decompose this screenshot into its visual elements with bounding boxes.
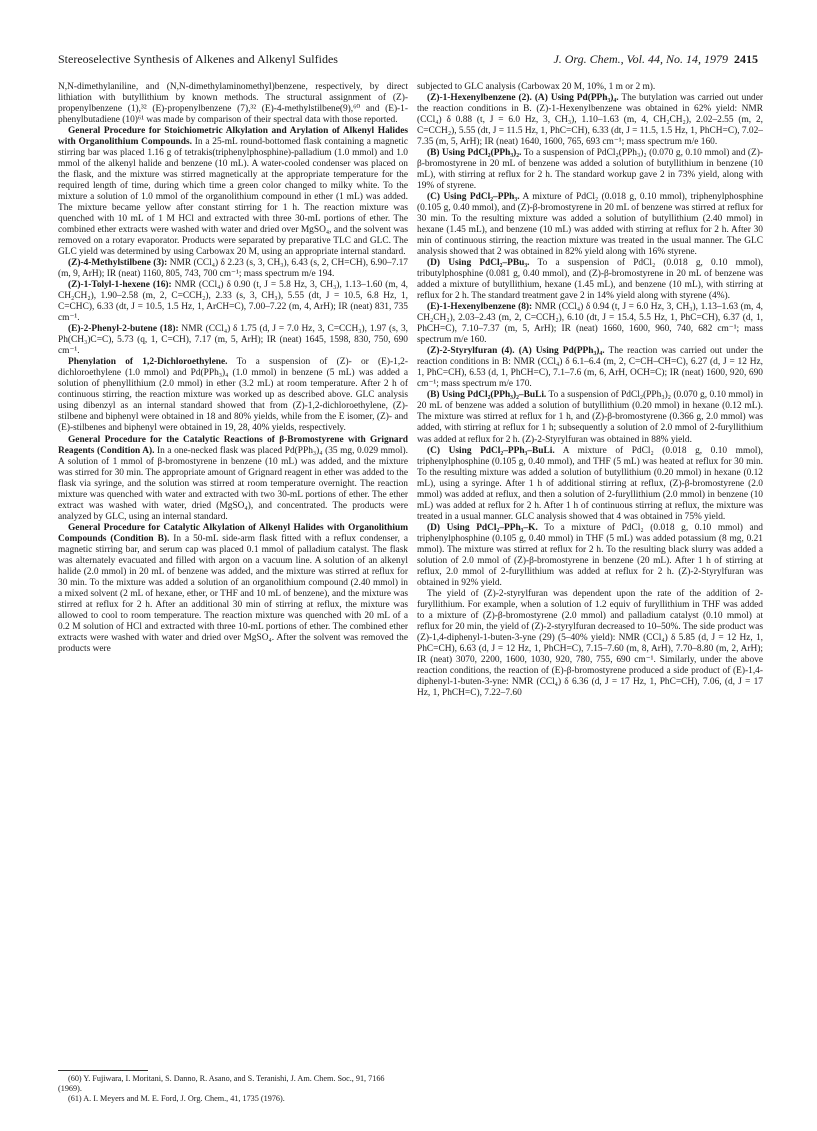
paragraph-heading: General Procedure for Stoichiometric Alkylation and Arylation of Alkenyl Halides with Organolithium Compounds. (58, 126, 408, 148)
paragraph-text: To a suspension of PdCl₂ (0.018 g, 0.10 mmol), tributylphosphine (0.081 g, 0.40 mmol), and (Z)-β-bromostyrene in 20 mL of benzene was added a mixture of butyllithium, hexane (1.45 mL), and benzene (10 mL), with stirring at reflux for 2 h. The standard treatment gave 2 in 14% yield along with styrene (4%). (417, 258, 763, 302)
paragraph (417, 302, 763, 346)
paragraph-heading: (B) Using PdCl₂(PPh₃)₂. (427, 148, 522, 159)
paragraph-heading: General Procedure for Catalytic Alkylation of Alkenyl Halides with Organolithium Compounds (Condition B). (58, 522, 408, 544)
paragraph (58, 357, 408, 434)
paragraph-heading: General Procedure for the Catalytic Reactions of β-Bromostyrene with Grignard Reagents (Condition A). (58, 434, 408, 456)
page-number: 2415 (734, 52, 758, 66)
paragraph-heading: Phenylation of 1,2-Dichloroethylene. (68, 357, 228, 368)
paragraph (58, 82, 408, 126)
paragraph-text: In a one-necked flask was placed Pd(PPh₃)₄ (35 mg, 0.029 mmol). A solution of 1 mmol of β-bromostyrene in benzene (10 mL) was added, and the mixture was stirred for 30 min. The appropriate amount of Grignard reagent in ether was added to the flask via syringe, and the solution was stirred at room temperature overnight. The reaction mixture was quenched with water and extracted with two 30-mL portions of ether. The ether extract was washed with water, dried (MgSO₄), and concentrated. The products were analyzed by GLC, using an internal standard. (58, 445, 408, 522)
paragraph-text: NMR (CCl₄) δ 1.75 (d, J = 7.0 Hz, 3, C=CCH₃), 1.97 (s, 3, Ph(CH₃)C=C), 5.73 (q, 1, C=CH), 7.17 (m, 5, ArH); IR (neat) 1645, 1598, 830, 750, 690 cm⁻¹. (58, 324, 408, 357)
paragraph-text: The reaction was carried out under the reaction conditions in B: NMR (CCl₄) δ 6.1–6.4 (m, 2, C=CH–CH=C), 6.27 (d, J = 12 Hz, 1, PhC=CH), 6.53 (d, 1, PhCH=C), 7.1–7.6 (m, 6, ArH, OCH=C); IR (neat) 1600, 920, 690 cm⁻¹; mass spectrum m/e 170. (417, 346, 763, 390)
paragraph-text: The yield of (Z)-2-styrylfuran was dependent upon the rate of the addition of 2-furyllithium. For example, when a solution of 1.2 equiv of furyllithium in THF was added to a mixture of (Z)-β-bromostyrene (2.0 mmol) and palladium catalyst (0.10 mmol) at reflux for 20 min, the yield of (Z)-2-styrylfuran decreased to 10–50%. The side product was (Z)-1,4-diphenyl-1-buten-3-yne (29) (5–40% yield): NMR (CCl₄) δ 5.85 (d, J = 12 Hz, 1, PhC=CH), 6.63 (d, J = 12 Hz, 1, PhCH=C), 7.15–7.60 (m, 8, ArH), 7.70–8.80 (m, 2, ArH); IR (neat) 3070, 2200, 1600, 1030, 920, 780, 755, 690 cm⁻¹. Similarly, under the above reaction conditions, the reaction of (E)-β-bromostyrene produced a side product of (E)-1,4-diphenyl-1-buten-3-yne: NMR (CCl₄) δ 6.36 (d, J = 17 Hz, 1, PhC=CH), 7.06, (d, J = 17 Hz, 1, PhCH=C), 7.22–7.60 (417, 588, 763, 698)
journal-citation (553, 52, 758, 67)
paragraph-text: In a 50-mL side-arm flask fitted with a reflux condenser, a magnetic stirring bar, and serum cap was placed 0.1 mmol of palladium catalyst. The flask was alternately evacuated and filled with argon on a vacuum line. A solution of an alkenyl halide (2.0 mmol) in 20 mL of benzene was added, and the mixture was stirred at reflux for 30 min. To the mixture was added a solution of an organolithium compound (2.40 mmol) in a mixed solvent (2 mL of hexane, ether, or THF and 10 mL of benzene), and the mixture was stirred at reflux for 2 h. After an additional 30 min of stirring at reflux, the mixture was allowed to cool to room temperature. The reaction mixture was quenched with 20 mL of a 0.2 M solution of HCl and extracted with three 10-mL portions of ether. The combined ether extracts were washed with water and dried over MgSO₄. After the solvent was removed the products were (58, 533, 408, 654)
paragraph (58, 126, 408, 258)
paragraph-heading: (D) Using PdCl₂–PPh₃–K. (427, 522, 538, 533)
paragraph (417, 523, 763, 589)
paragraph-heading: (Z)-1-Tolyl-1-hexene (16): (68, 280, 172, 291)
paragraph (417, 148, 763, 192)
paragraph-text: subjected to GLC analysis (Carbowax 20 M, 10%, 1 m or 2 m). (417, 82, 656, 92)
paragraph-text: In a 25-mL round-bottomed flask containing a magnetic stirring bar was placed 1.16 g of tetrakis(triphenylphosphine)-palladium (1.0 mmol) and 1.0 mmol of the alkenyl halide and benzene (10 mL). A water-cooled condenser was placed on the flask, and the mixture was stirred magnetically at the appropriate temperature for the required length of time, during which time a green color changed to milky white. To the mixture a solution of 1.0 mmol of the organolithium compound in ether (1 mL) was added. The mixture became yellow after constant stirring for 1 h. The reaction mixture was quenched with 10 mL of 1 M HCl and extracted with three 30-mL portions of ether. The combined ether extracts were washed with water and dried over MgSO₄, and the solvent was removed on a rotary evaporator. Products were separated by preparative TLC and GLC. The GLC yield was determined by using Carbowax 20 M, using an appropriate internal standard. (58, 137, 408, 258)
running-header (58, 52, 758, 68)
journal-name: J. Org. Chem., Vol. 44, No. 14, 1979 (553, 52, 728, 66)
paragraph-heading: (D) Using PdCl₂–PBu₃. (427, 258, 530, 269)
paragraph-text: NMR (CCl₄) δ 2.23 (s, 3, CH₃), 6.43 (s, 2, CH=CH), 6.90–7.17 (m, 9, ArH); IR (neat) 1160, 805, 743, 700 cm⁻¹; mass spectrum m/e 194. (58, 258, 408, 280)
paragraph-text: NMR (CCl₄) δ 0.94 (t, J = 6.0 Hz, 3, CH₃), 1.13–1.63 (m, 4, CH₂CH₂), 2.03–2.43 (m, 2, C=CCH₂), 6.10 (dt, J = 15.4, 5.5 Hz, 1, PhC=CH), 6.37 (d, 1, PhCH=C), 7.10–7.37 (m, 5, ArH); IR (neat) 1660, 1600, 960, 740, 682 cm⁻¹; mass spectrum m/e 160. (417, 302, 764, 346)
paragraph (58, 258, 408, 280)
paragraph (58, 523, 408, 655)
paragraph-heading: (Z)-2-Styrylfuran (4). (A) Using Pd(PPh₃)₄. (427, 346, 605, 357)
paragraph-heading: (C) Using PdCl₂–PPh₃–BuLi. (427, 445, 555, 456)
paragraph-text: To a suspension of (Z)- or (E)-1,2-dichloroethylene (1.0 mmol) and Pd(PPh₃)₄ (1.0 mmol) in benzene (5 mL) was added a solution of phenyllithium (2.0 mmol) in ether (3.2 mL) at room temperature. After 2 h of continuous stirring, the reaction mixture was worked up as described above. GLC analysis using dibenzyl as an internal standard showed that from (Z)-1,2-dichloroethylene, (Z)-stilbene and biphenyl were obtained in 18 and 80% yields, while from the E isomer, (Z)- and (E)-stilbenes and biphenyl were obtained in 19, 28, 40% yields, respectively. (58, 357, 408, 434)
paragraph-text: To a mixture of PdCl₂ (0.018 g, 0.10 mmol) and triphenylphosphine (0.105 g, 0.40 mmol) in THF (5 mL) was added potassium (8 mg, 0.21 mmol). The mixture was stirred at reflux for 2 h. To the resulting black slurry was added a solution of 2.0 mmol of (Z)-β-bromostyrene in benzene (20 mL). After 1 h of stirring at reflux, 2.0 mmol of 2-furyllithium was added at reflux for 2 h. (Z)-2-Styrylfuran was obtained in 92% yield. (417, 522, 763, 588)
paragraph-text: N,N-dimethylaniline, and (N,N-dimethylaminomethyl)benzene, respectively, by direct lithiation with butyllithium by known methods. The structural assignment of (Z)-propenylbenzene (1),³² (E)-propenylbenzene (7),³² (E)-4-methylstilbene(9),⁶⁰ and (E)-1-phenylbutadiene (10)⁶¹ was made by comparison of their spectral data with those reported. (58, 82, 408, 126)
paragraph (417, 192, 763, 258)
paragraph-text: The butylation was carried out under the reaction conditions in B. (Z)-1-Hexenylbenzene was obtained in 62% yield: NMR (CCl₄) δ 0.88 (t, J = 6.0 Hz, 3, CH₃), 1.10–1.63 (m, 4, CH₂CH₂), 2.02–2.55 (m, 2, C=CCH₂), 5.55 (dt, J = 11.5 Hz, 1, PhC=CH), 6.33 (dt, J = 11.5, 1.5 Hz, 1, PhCH=C), 7.02–7.35 (m, 5, ArH); IR (neat) 1640, 1600, 765, 693 cm⁻¹; mass spectrum m/e 160. (417, 93, 763, 148)
paragraph-text: To a suspension of PdCl₂(PPh₃)₂ (0.070 g, 0.10 mmol) and (Z)-β-bromostyrene in 20 mL of benzene was added a solution of butyllithium in benzene (10 mL), with stirring at reflux for 2 h. The standard workup gave 2 in 73% yield, along with 19% of styrene. (417, 148, 763, 192)
paragraph-heading: (Z)-1-Hexenylbenzene (2). (A) Using Pd(PPh₃)₄. (427, 93, 619, 104)
paragraph (417, 82, 763, 93)
running-title: Stereoselective Synthesis of Alkenes and Alkenyl Sulfides (58, 52, 338, 66)
paragraph (417, 589, 763, 699)
paragraph (417, 390, 763, 445)
right-column (417, 82, 763, 699)
paragraph-heading: (E)-2-Phenyl-2-butene (18): (68, 324, 179, 335)
paragraph-heading: (B) Using PdCl₂(PPh₃)₂–BuLi. (427, 390, 547, 401)
left-column (58, 82, 408, 655)
paragraph (417, 346, 763, 390)
paragraph-text: A mixture of PdCl₂ (0.018 g, 0.10 mmol), triphenylphosphine (0.105 g, 0.40 mmol), and THF (5 mL) was heated at reflux for 30 min. To the resulting mixture was added a solution of butyllithium (0.20 mmol) in hexane (0.12 mL), using a syringe. After 1 h of additional stirring at reflux, (Z)-β-bromostyrene (2.0 mmol) was added at reflux, and then a solution of 2-furyllithium (2.0 mmol) in benzene (10 mL) was added at reflux for 2 h. After 1 h of continuous stirring at reflux, the mixture was treated in a usual manner. GLC analysis showed that 4 was obtained in 75% yield. (417, 445, 763, 522)
paragraph-heading: (Z)-4-Methylstilbene (3): (68, 258, 168, 269)
paragraph-text: NMR (CCl₄) δ 0.90 (t, J = 5.8 Hz, 3, CH₃), 1.13–1.60 (m, 4, CH₂CH₂), 1.90–2.58 (m, 2, C=CCH₂), 2.33 (s, 3, CH₃), 5.55 (dt, J = 10.5, 6.8 Hz, 1, C=CHC), 6.33 (dt, J = 10.5, 1.5 Hz, 1, ArCH=C), 7.00–7.22 (m, 4, ArH); IR (neat) 831, 735 cm⁻¹. (58, 280, 408, 324)
paragraph-heading: (E)-1-Hexenylbenzene (8): (427, 302, 533, 313)
paragraph (417, 258, 763, 302)
footnote-60: (60) Y. Fujiwara, I. Moritani, S. Danno, R. Asano, and S. Teranishi, J. Am. Chem. Soc., 91, 7166 (1969). (58, 1074, 385, 1093)
paragraph (58, 324, 408, 357)
paragraph (417, 446, 763, 523)
paragraph-heading: (C) Using PdCl₂–PPh₃. (427, 192, 520, 203)
paragraph-text: A mixture of PdCl₂ (0.018 g, 0.10 mmol), triphenylphosphine (0.105 g, 0.40 mmol), and (Z)-β-bromostyrene in 20 mL of benzene was stirred at reflux for 30 min. To the resulting mixture was added a solution of butyllithium (2.40 mmol) in hexane (1.45 mL), and benzene (10 mL) was added with stirring at reflux for 2 h. After 30 min of continuous stirring, the reaction mixture was treated in the usual manner. The GLC analysis showed that 2 was obtained in 82% yield along with 16% styrene. (417, 192, 763, 258)
paragraph-text: To a suspension of PdCl₂(PPh₃)₂ (0.070 g, 0.10 mmol) in 20 mL of benzene was added a solution of butyllithium (0.20 mmol) in hexane (0.12 mL). The mixture was stirred at reflux for 1 h, and (Z)-β-bromostyrene (0.366 g, 2.0 mmol) was added, with stirring at reflux for 1 h; subsequently a solution of 2.0 mmol of 2-furyllithium was added at reflux for 2 h. (Z)-2-Styrylfuran was obtained in 88% yield. (417, 390, 764, 445)
paragraph (58, 280, 408, 324)
footnotes (58, 1074, 408, 1104)
paragraph (417, 93, 763, 148)
paragraph (58, 435, 408, 523)
footnote-rule (58, 1070, 148, 1071)
footnote-61: (61) A. I. Meyers and M. E. Ford, J. Org. Chem., 41, 1735 (1976). (68, 1094, 285, 1103)
